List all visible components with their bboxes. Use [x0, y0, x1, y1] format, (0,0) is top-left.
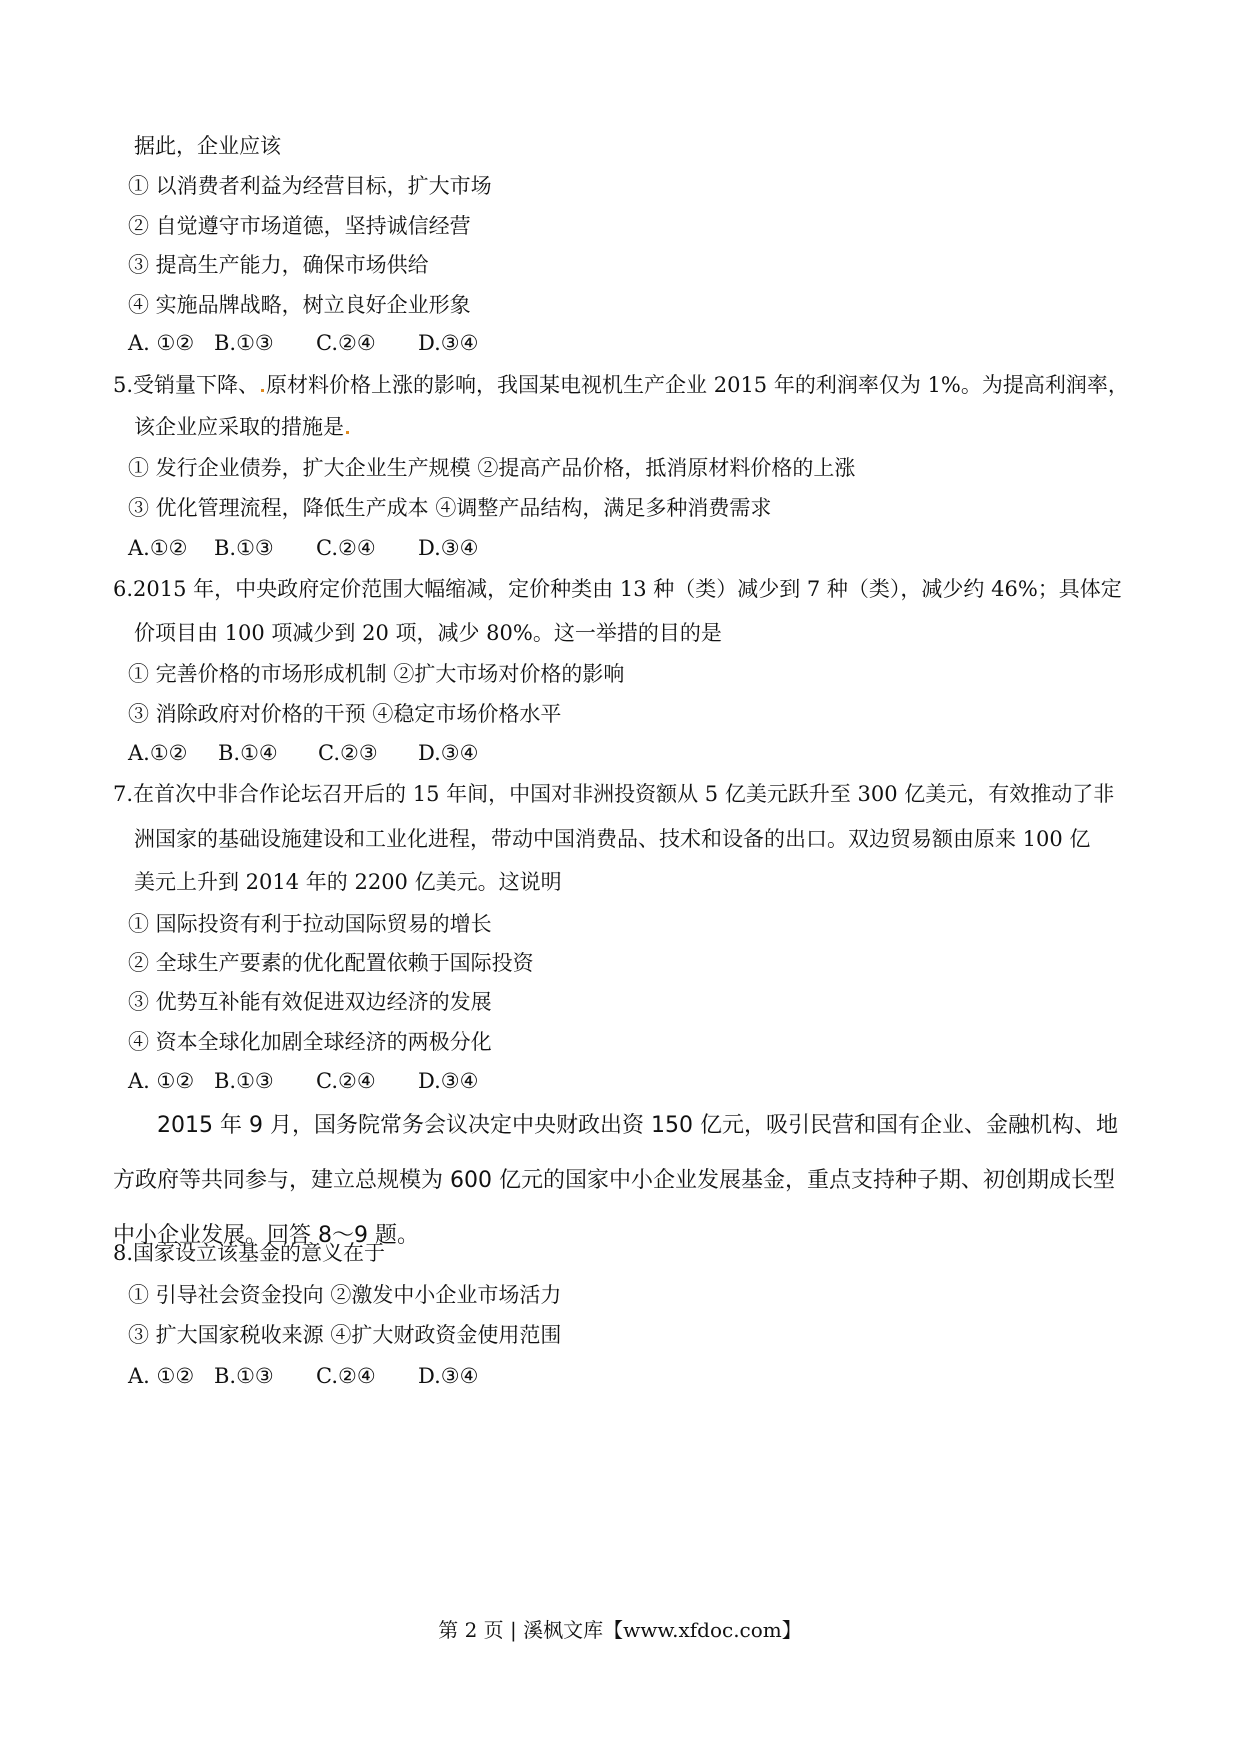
- material-paragraph: 2015 年 9 月，国务院常务会议决定中央财政出资 150 亿元，吸引民营和国有企业、金融机构、地方政府等共同参与，建立总规模为 600 亿元的国家中小企业发展基金，重点支持种子期、初创期成长型中小企业发展。回答 8～9 题。: [113, 1113, 1118, 1248]
- orange-dot-mark: [346, 431, 349, 434]
- q4-option-2: ② 自觉遵守市场道德，坚持诚信经营: [128, 214, 471, 238]
- q7-option-2: ② 全球生产要素的优化配置依赖于国际投资: [128, 951, 534, 975]
- q6-answer-c: C.②③: [318, 741, 378, 765]
- q5-answer-c: C.②④: [316, 536, 376, 560]
- q8-answer-d: D.③④: [418, 1364, 479, 1388]
- q5-answer-choices: [128, 533, 498, 563]
- q5-stem-line-2: [134, 412, 351, 442]
- q4-answer-a: A. ①②: [128, 331, 195, 355]
- q5-stem-part-a: 5.受销量下降、: [113, 373, 260, 397]
- q4-answer-d: D.③④: [418, 331, 479, 355]
- q5-stem-line-1: [113, 370, 1129, 400]
- q7-stem-line-1: 7.在首次中非合作论坛召开后的 15 年间，中国对非洲投资额从 5 亿美元跃升至 300 亿美元，有效推动了非: [113, 782, 1115, 806]
- q4-option-1: ① 以消费者利益为经营目标，扩大市场: [128, 174, 492, 198]
- q5-stem-part-b: 原材料价格上涨的影响，我国某电视机生产企业 2015 年的利润率仅为 1%。为提高利润率，: [266, 373, 1129, 397]
- q6-answer-choices: [128, 738, 498, 768]
- q6-options-row-2: ③ 消除政府对价格的干预 ④稳定市场价格水平: [128, 702, 562, 726]
- q8-answer-choices: [128, 1361, 498, 1391]
- q7-answer-choices: [128, 1066, 498, 1096]
- q8-options-row-2: ③ 扩大国家税收来源 ④扩大财政资金使用范围: [128, 1323, 562, 1347]
- q4-option-4: ④ 实施品牌战略，树立良好企业形象: [128, 293, 471, 317]
- q6-stem-line-1: 6.2015 年，中央政府定价范围大幅缩减，定价种类由 13 种（类）减少到 7 种（类），减少约 46%；具体定: [113, 577, 1122, 601]
- q5-answer-a: A.①②: [128, 536, 188, 560]
- q6-answer-d: D.③④: [418, 741, 479, 765]
- q6-answer-b: B.①④: [218, 741, 278, 765]
- q5-options-row-2: ③ 优化管理流程，降低生产成本 ④调整产品结构，满足多种消费需求: [128, 496, 772, 520]
- q7-answer-c: C.②④: [316, 1069, 376, 1093]
- q7-option-3: ③ 优势互补能有效促进双边经济的发展: [128, 990, 492, 1014]
- q4-answer-b: B.①③: [214, 331, 274, 355]
- q6-options-row-1: ① 完善价格的市场形成机制 ②扩大市场对价格的影响: [128, 662, 625, 686]
- q8-answer-c: C.②④: [316, 1364, 376, 1388]
- q5-answer-d: D.③④: [418, 536, 479, 560]
- q7-option-1: ① 国际投资有利于拉动国际贸易的增长: [128, 912, 492, 936]
- q4-stem: 据此，企业应该: [134, 134, 281, 158]
- q4-option-3: ③ 提高生产能力，确保市场供给: [128, 253, 429, 277]
- q6-stem-line-2: 价项目由 100 项减少到 20 项，减少 80%。这一举措的目的是: [134, 621, 722, 645]
- q5-stem-part-c: 该企业应采取的措施是: [134, 415, 344, 439]
- q7-answer-b: B.①③: [214, 1069, 274, 1093]
- q8-options-row-1: ① 引导社会资金投向 ②激发中小企业市场活力: [128, 1283, 562, 1307]
- q8-answer-a: A. ①②: [128, 1364, 195, 1388]
- q6-answer-a: A.①②: [128, 741, 188, 765]
- q7-answer-d: D.③④: [418, 1069, 479, 1093]
- q5-options-row-1: ① 发行企业债券，扩大企业生产规模 ②提高产品价格，抵消原材料价格的上涨: [128, 456, 856, 480]
- q7-answer-a: A. ①②: [128, 1069, 195, 1093]
- q8-stem: 8.国家设立该基金的意义在于: [113, 1241, 386, 1265]
- page-footer: 第 2 页 | 溪枫文库【www.xfdoc.com】: [438, 1618, 802, 1642]
- q7-stem-line-3: 美元上升到 2014 年的 2200 亿美元。这说明: [134, 870, 562, 894]
- orange-dot-mark: [261, 389, 264, 392]
- q5-answer-b: B.①③: [214, 536, 274, 560]
- q8-answer-b: B.①③: [214, 1364, 274, 1388]
- q4-answer-c: C.②④: [316, 331, 376, 355]
- q7-option-4: ④ 资本全球化加剧全球经济的两极分化: [128, 1030, 492, 1054]
- q7-stem-line-2: 洲国家的基础设施建设和工业化进程，带动中国消费品、技术和设备的出口。双边贸易额由原来 100 亿: [134, 827, 1091, 851]
- q4-answer-choices: [128, 328, 498, 358]
